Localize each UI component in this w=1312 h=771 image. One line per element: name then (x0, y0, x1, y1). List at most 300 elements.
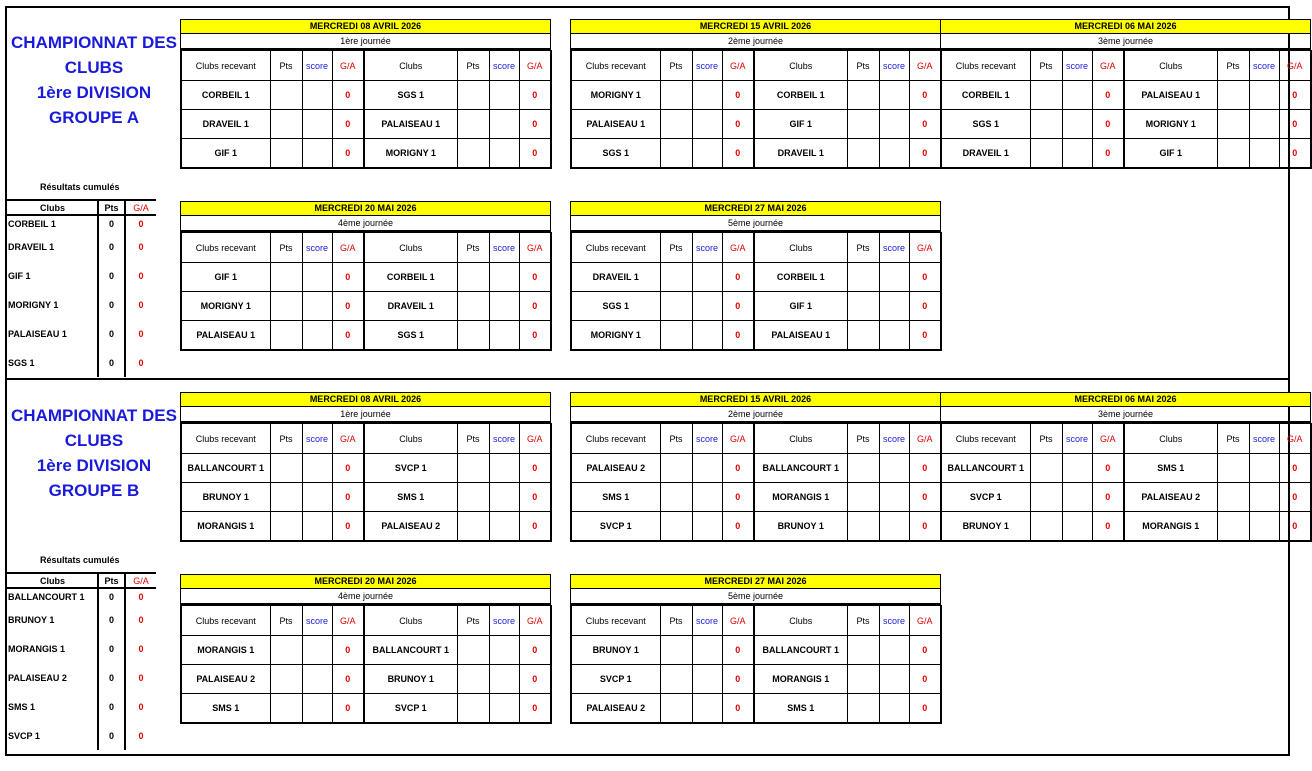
home-pts-cell[interactable] (270, 665, 302, 694)
round-header-cell: score (489, 233, 519, 263)
away-score-cell[interactable] (879, 454, 909, 483)
home-pts-cell[interactable] (660, 454, 692, 483)
away-club: PALAISEAU 1 (1124, 81, 1217, 110)
away-score-cell[interactable] (879, 263, 909, 292)
round-header-cell: Pts (1030, 424, 1062, 454)
match-row (941, 110, 1311, 139)
standings-pts: 0 (98, 215, 125, 232)
round-journee: 5ème journée (570, 588, 941, 605)
home-score-cell[interactable] (692, 694, 722, 724)
away-ga: 0 (519, 694, 551, 724)
away-club: BRUNOY 1 (364, 665, 457, 694)
round-header-cell: G/A (519, 606, 551, 636)
away-ga: 0 (909, 292, 941, 321)
round-date: MERCREDI 27 MAI 2026 (570, 201, 941, 215)
home-pts-cell[interactable] (1030, 512, 1062, 542)
round-date: MERCREDI 15 AVRIL 2026 (570, 392, 941, 406)
round-header-cell: Pts (457, 233, 489, 263)
match-row (181, 512, 551, 542)
round-header-cell: Clubs recevant (571, 233, 660, 263)
away-score-cell[interactable] (489, 483, 519, 512)
away-ga: 0 (909, 694, 941, 724)
home-ga: 0 (722, 512, 754, 542)
away-score-cell[interactable] (489, 321, 519, 351)
away-pts-cell[interactable] (847, 483, 879, 512)
home-pts-cell[interactable] (660, 694, 692, 724)
round-header-cell: Pts (847, 424, 879, 454)
match-row (181, 110, 551, 139)
home-ga: 0 (332, 321, 364, 351)
round-header-cell: Pts (847, 233, 879, 263)
round-header (181, 51, 551, 81)
away-ga: 0 (909, 454, 941, 483)
away-score-cell[interactable] (1249, 81, 1279, 110)
away-club: SGS 1 (364, 321, 457, 351)
round-header-cell: score (692, 51, 722, 81)
home-pts-cell[interactable] (1030, 454, 1062, 483)
round-header-cell: Clubs recevant (571, 51, 660, 81)
round-block (570, 201, 941, 351)
round-header-cell: G/A (722, 233, 754, 263)
home-ga: 0 (722, 483, 754, 512)
standings-club: CORBEIL 1 (6, 215, 98, 232)
away-score-cell[interactable] (879, 139, 909, 169)
standings-row (6, 290, 156, 319)
round-header-cell: G/A (332, 424, 364, 454)
away-score-cell[interactable] (879, 483, 909, 512)
home-score-cell[interactable] (692, 636, 722, 665)
home-score-cell[interactable] (1062, 512, 1092, 542)
standings-club: SVCP 1 (6, 721, 98, 750)
away-pts-cell[interactable] (457, 110, 489, 139)
away-pts-cell[interactable] (847, 665, 879, 694)
home-score-cell[interactable] (302, 483, 332, 512)
round-date: MERCREDI 08 AVRIL 2026 (180, 19, 551, 33)
standings-ga: 0 (138, 219, 144, 229)
home-score-cell[interactable] (302, 139, 332, 169)
home-pts-cell[interactable] (660, 292, 692, 321)
round-journee: 2ème journée (570, 33, 941, 50)
away-score-cell[interactable] (879, 81, 909, 110)
home-ga: 0 (332, 110, 364, 139)
away-score-cell[interactable] (489, 292, 519, 321)
away-ga: 0 (1279, 512, 1311, 542)
home-score-cell[interactable] (302, 636, 332, 665)
home-pts-cell[interactable] (270, 292, 302, 321)
away-club: DRAVEIL 1 (364, 292, 457, 321)
round-header-cell: Pts (660, 424, 692, 454)
round-block (940, 392, 1311, 542)
home-score-cell[interactable] (692, 321, 722, 351)
match-row (181, 454, 551, 483)
away-pts-cell[interactable] (1217, 81, 1249, 110)
home-ga: 0 (1092, 139, 1124, 169)
round-date: MERCREDI 20 MAI 2026 (180, 201, 551, 215)
round-header-cell: score (879, 233, 909, 263)
away-score-cell[interactable] (489, 512, 519, 542)
standings-ga: 0 (138, 592, 144, 602)
round-header-cell: G/A (1092, 51, 1124, 81)
away-pts-cell[interactable] (457, 263, 489, 292)
standings-table (6, 572, 156, 750)
standings-club: DRAVEIL 1 (6, 232, 98, 261)
home-club: MORANGIS 1 (181, 636, 270, 665)
standings-club: PALAISEAU 2 (6, 663, 98, 692)
round-header-cell: Pts (270, 51, 302, 81)
home-ga: 0 (1092, 454, 1124, 483)
match-row (181, 694, 551, 724)
home-pts-cell[interactable] (1030, 483, 1062, 512)
home-score-cell[interactable] (1062, 81, 1092, 110)
away-pts-cell[interactable] (457, 483, 489, 512)
cumulative-results-label: Résultats cumulés (40, 555, 120, 565)
away-ga: 0 (909, 636, 941, 665)
away-pts-cell[interactable] (847, 263, 879, 292)
home-pts-cell[interactable] (270, 139, 302, 169)
home-score-cell[interactable] (692, 665, 722, 694)
home-score-cell[interactable] (692, 139, 722, 169)
away-ga: 0 (519, 110, 551, 139)
standings-header (6, 200, 156, 215)
standings-row (6, 261, 156, 290)
round-header-cell: Clubs recevant (941, 424, 1030, 454)
round-header-cell: Pts (270, 606, 302, 636)
standings-header-cell: G/A (125, 200, 156, 215)
round-date: MERCREDI 06 MAI 2026 (940, 19, 1311, 33)
away-ga: 0 (519, 454, 551, 483)
standings-ga: 0 (138, 241, 144, 252)
home-ga: 0 (332, 665, 364, 694)
round-header-cell: Clubs (754, 51, 847, 81)
away-pts-cell[interactable] (847, 110, 879, 139)
home-pts-cell[interactable] (1030, 81, 1062, 110)
round-block (180, 201, 551, 351)
round-header-cell: Clubs recevant (181, 233, 270, 263)
round-header-cell: score (1249, 51, 1279, 81)
home-score-cell[interactable] (302, 694, 332, 724)
away-pts-cell[interactable] (847, 81, 879, 110)
away-score-cell[interactable] (879, 321, 909, 351)
away-score-cell[interactable] (879, 665, 909, 694)
match-row (571, 636, 941, 665)
group-divider (5, 378, 1290, 380)
round-block (180, 392, 551, 542)
round-header-cell: Clubs recevant (571, 606, 660, 636)
round-header-cell: score (1249, 424, 1279, 454)
away-score-cell[interactable] (489, 665, 519, 694)
home-ga: 0 (1092, 512, 1124, 542)
round-header-cell: G/A (722, 606, 754, 636)
home-club: DRAVEIL 1 (571, 263, 660, 292)
away-score-cell[interactable] (489, 454, 519, 483)
home-pts-cell[interactable] (1030, 110, 1062, 139)
away-pts-cell[interactable] (1217, 512, 1249, 542)
standings-row (6, 348, 156, 377)
home-pts-cell[interactable] (270, 694, 302, 724)
standings-header-cell: G/A (125, 573, 156, 588)
away-score-cell[interactable] (489, 139, 519, 169)
match-row (181, 81, 551, 110)
away-pts-cell[interactable] (457, 512, 489, 542)
home-score-cell[interactable] (692, 81, 722, 110)
away-ga: 0 (1279, 483, 1311, 512)
home-pts-cell[interactable] (660, 483, 692, 512)
away-score-cell[interactable] (1249, 512, 1279, 542)
away-pts-cell[interactable] (847, 321, 879, 351)
home-score-cell[interactable] (302, 665, 332, 694)
home-score-cell[interactable] (302, 512, 332, 542)
standings-pts: 0 (98, 692, 125, 721)
standings-pts: 0 (98, 663, 125, 692)
home-pts-cell[interactable] (270, 81, 302, 110)
match-row (941, 512, 1311, 542)
round-journee: 1ère journée (180, 33, 551, 50)
away-pts-cell[interactable] (847, 292, 879, 321)
round-header-cell: score (302, 51, 332, 81)
away-pts-cell[interactable] (457, 321, 489, 351)
round-header-cell: score (1062, 51, 1092, 81)
home-pts-cell[interactable] (270, 636, 302, 665)
home-pts-cell[interactable] (660, 263, 692, 292)
round-table (180, 232, 552, 351)
away-score-cell[interactable] (1249, 110, 1279, 139)
away-pts-cell[interactable] (457, 454, 489, 483)
away-score-cell[interactable] (489, 636, 519, 665)
away-pts-cell[interactable] (1217, 454, 1249, 483)
away-pts-cell[interactable] (847, 636, 879, 665)
standings-ga: 0 (138, 672, 144, 683)
match-row (181, 263, 551, 292)
away-club: MORIGNY 1 (364, 139, 457, 169)
home-pts-cell[interactable] (270, 263, 302, 292)
round-table (180, 50, 552, 169)
round-header-cell: G/A (519, 51, 551, 81)
standings-pts: 0 (98, 232, 125, 261)
away-pts-cell[interactable] (1217, 110, 1249, 139)
home-score-cell[interactable] (302, 263, 332, 292)
away-ga: 0 (519, 139, 551, 169)
away-club: BALLANCOURT 1 (364, 636, 457, 665)
round-journee: 2ème journée (570, 406, 941, 423)
home-score-cell[interactable] (1062, 139, 1092, 169)
standings-club: GIF 1 (6, 261, 98, 290)
home-club: MORANGIS 1 (181, 512, 270, 542)
standings-pts: 0 (98, 290, 125, 319)
home-club: SGS 1 (941, 110, 1030, 139)
round-table (570, 423, 942, 542)
standings-header-cell: Pts (98, 573, 125, 588)
home-pts-cell[interactable] (660, 512, 692, 542)
home-club: BALLANCOURT 1 (941, 454, 1030, 483)
away-club: BRUNOY 1 (754, 512, 847, 542)
round-header-cell: Clubs recevant (571, 424, 660, 454)
match-row (181, 636, 551, 665)
round-header-cell: score (302, 424, 332, 454)
away-ga: 0 (519, 636, 551, 665)
away-score-cell[interactable] (879, 110, 909, 139)
home-pts-cell[interactable] (660, 81, 692, 110)
away-score-cell[interactable] (489, 694, 519, 724)
round-header-cell: G/A (332, 51, 364, 81)
standings-header-cell: Pts (98, 200, 125, 215)
match-row (571, 263, 941, 292)
standings-header (6, 573, 156, 588)
home-score-cell[interactable] (692, 110, 722, 139)
round-header-cell: score (489, 606, 519, 636)
away-pts-cell[interactable] (847, 694, 879, 724)
home-club: BRUNOY 1 (571, 636, 660, 665)
round-header-cell: G/A (1279, 424, 1311, 454)
away-ga: 0 (519, 263, 551, 292)
away-ga: 0 (909, 110, 941, 139)
home-score-cell[interactable] (692, 512, 722, 542)
away-score-cell[interactable] (879, 292, 909, 321)
home-score-cell[interactable] (1062, 454, 1092, 483)
match-row (941, 483, 1311, 512)
home-ga: 0 (332, 694, 364, 724)
round-header-cell: G/A (722, 424, 754, 454)
away-club: SGS 1 (364, 81, 457, 110)
home-ga: 0 (722, 81, 754, 110)
away-pts-cell[interactable] (457, 292, 489, 321)
standings-pts: 0 (98, 588, 125, 605)
away-score-cell[interactable] (879, 512, 909, 542)
home-pts-cell[interactable] (660, 665, 692, 694)
home-club: PALAISEAU 2 (571, 454, 660, 483)
home-score-cell[interactable] (692, 454, 722, 483)
round-header-cell: G/A (909, 51, 941, 81)
home-pts-cell[interactable] (1030, 139, 1062, 169)
away-pts-cell[interactable] (847, 454, 879, 483)
home-pts-cell[interactable] (270, 483, 302, 512)
standings-club: BRUNOY 1 (6, 605, 98, 634)
round-header-cell: Pts (1217, 51, 1249, 81)
away-club: SMS 1 (364, 483, 457, 512)
home-score-cell[interactable] (1062, 110, 1092, 139)
home-score-cell[interactable] (692, 292, 722, 321)
round-date: MERCREDI 27 MAI 2026 (570, 574, 941, 588)
away-score-cell[interactable] (489, 81, 519, 110)
away-pts-cell[interactable] (1217, 483, 1249, 512)
away-pts-cell[interactable] (457, 139, 489, 169)
away-ga: 0 (1279, 139, 1311, 169)
standings-ga: 0 (138, 701, 144, 712)
away-pts-cell[interactable] (457, 665, 489, 694)
standings-pts: 0 (98, 261, 125, 290)
home-pts-cell[interactable] (270, 321, 302, 351)
standings-row (6, 215, 156, 232)
home-pts-cell[interactable] (660, 636, 692, 665)
home-pts-cell[interactable] (660, 110, 692, 139)
away-club: PALAISEAU 1 (364, 110, 457, 139)
group-title-line: CLUBS (64, 431, 124, 450)
group-title (6, 30, 182, 130)
home-pts-cell[interactable] (270, 110, 302, 139)
standings-club: MORANGIS 1 (6, 634, 98, 663)
home-club: PALAISEAU 1 (571, 110, 660, 139)
away-club: GIF 1 (754, 110, 847, 139)
home-pts-cell[interactable] (660, 139, 692, 169)
away-score-cell[interactable] (489, 110, 519, 139)
round-table (940, 50, 1312, 169)
cumulative-results-label: Résultats cumulés (40, 182, 120, 192)
away-club: GIF 1 (1124, 139, 1217, 169)
home-score-cell[interactable] (302, 292, 332, 321)
round-header-cell: G/A (519, 233, 551, 263)
home-score-cell[interactable] (692, 263, 722, 292)
home-ga: 0 (722, 321, 754, 351)
round-header-cell: score (489, 51, 519, 81)
home-score-cell[interactable] (302, 81, 332, 110)
round-header (571, 51, 941, 81)
away-pts-cell[interactable] (847, 139, 879, 169)
away-ga: 0 (519, 321, 551, 351)
round-header-cell: G/A (332, 606, 364, 636)
home-pts-cell[interactable] (660, 321, 692, 351)
round-date: MERCREDI 15 AVRIL 2026 (570, 19, 941, 33)
away-pts-cell[interactable] (457, 81, 489, 110)
group-title-line: GROUPE A (48, 108, 140, 127)
match-row (181, 139, 551, 169)
away-pts-cell[interactable] (457, 636, 489, 665)
home-club: SMS 1 (181, 694, 270, 724)
home-club: SGS 1 (571, 139, 660, 169)
standings-header-cell: Clubs (6, 573, 98, 588)
away-score-cell[interactable] (1249, 454, 1279, 483)
home-club: SMS 1 (571, 483, 660, 512)
away-score-cell[interactable] (879, 636, 909, 665)
away-club: CORBEIL 1 (754, 81, 847, 110)
away-score-cell[interactable] (1249, 483, 1279, 512)
round-header-cell: Clubs (1124, 424, 1217, 454)
away-pts-cell[interactable] (457, 694, 489, 724)
away-score-cell[interactable] (879, 694, 909, 724)
round-header (571, 233, 941, 263)
away-score-cell[interactable] (489, 263, 519, 292)
home-ga: 0 (1092, 81, 1124, 110)
away-pts-cell[interactable] (847, 512, 879, 542)
round-header (941, 51, 1311, 81)
round-journee: 3ème journée (940, 33, 1311, 50)
match-row (181, 483, 551, 512)
home-club: MORIGNY 1 (571, 81, 660, 110)
round-table (940, 423, 1312, 542)
home-score-cell[interactable] (302, 454, 332, 483)
round-header-cell: Pts (1217, 424, 1249, 454)
away-club: MORANGIS 1 (1124, 512, 1217, 542)
home-score-cell[interactable] (692, 483, 722, 512)
round-block (180, 574, 551, 724)
round-block (570, 392, 941, 542)
home-ga: 0 (722, 636, 754, 665)
home-score-cell[interactable] (302, 321, 332, 351)
home-score-cell[interactable] (1062, 483, 1092, 512)
home-club: MORIGNY 1 (571, 321, 660, 351)
away-club: DRAVEIL 1 (754, 139, 847, 169)
round-header-cell: Clubs (754, 233, 847, 263)
home-score-cell[interactable] (302, 110, 332, 139)
match-row (571, 110, 941, 139)
home-ga: 0 (332, 483, 364, 512)
home-pts-cell[interactable] (270, 454, 302, 483)
home-pts-cell[interactable] (270, 512, 302, 542)
away-ga: 0 (909, 321, 941, 351)
home-club: PALAISEAU 2 (571, 694, 660, 724)
away-score-cell[interactable] (1249, 139, 1279, 169)
away-pts-cell[interactable] (1217, 139, 1249, 169)
standings-ga: 0 (138, 299, 144, 310)
round-header-cell: score (692, 606, 722, 636)
